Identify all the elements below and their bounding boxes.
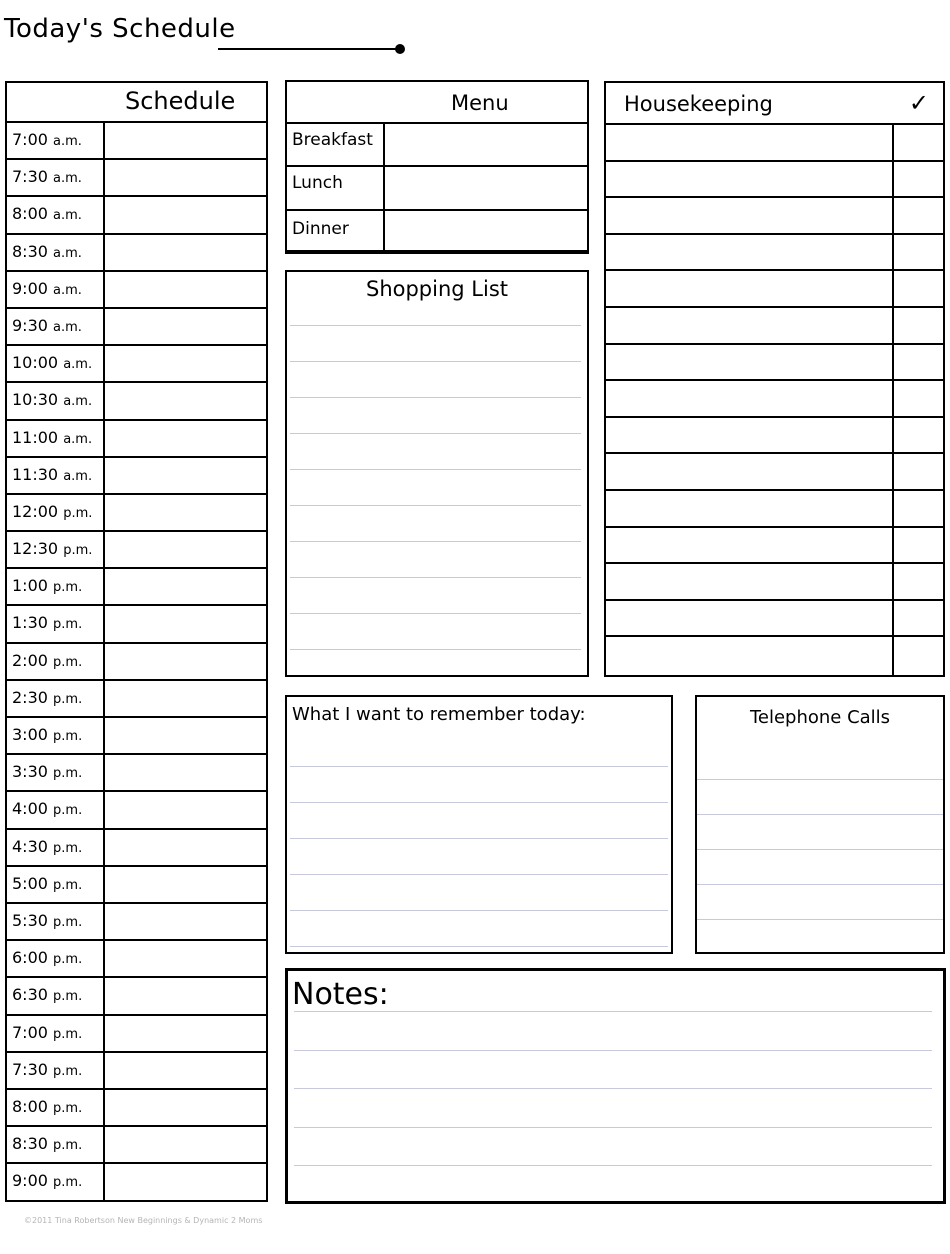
time-period: p.m. (53, 840, 83, 856)
time-value: 11:00 (12, 427, 59, 447)
schedule-time-row[interactable] (7, 755, 266, 792)
schedule-header (7, 83, 266, 123)
schedule-time-row[interactable] (7, 383, 266, 420)
schedule-time-label (12, 428, 92, 447)
time-period: p.m. (53, 766, 83, 782)
time-period: a.m. (63, 357, 93, 373)
housekeeping-header (606, 83, 943, 125)
schedule-column-divider (103, 123, 105, 1200)
schedule-time-row[interactable] (7, 421, 266, 458)
shopping-list-line[interactable] (290, 325, 581, 361)
title-underline[interactable] (218, 48, 400, 50)
time-period: p.m. (53, 1063, 83, 1079)
time-value: 8:30 (12, 241, 48, 261)
telephone-call-line[interactable] (697, 919, 943, 954)
schedule-time-label (12, 613, 82, 632)
time-period: p.m. (53, 989, 83, 1005)
notes-line[interactable] (294, 1011, 932, 1050)
schedule-time-row[interactable] (7, 867, 266, 904)
menu-meal-label: Lunch (292, 173, 343, 193)
time-value: 3:30 (12, 762, 48, 782)
schedule-time-row[interactable] (7, 458, 266, 495)
shopping-list-line[interactable] (290, 577, 581, 613)
time-period: p.m. (53, 1175, 83, 1191)
time-period: p.m. (53, 580, 83, 596)
shopping-list-heading: Shopping List (365, 277, 508, 301)
schedule-time-label (12, 837, 82, 856)
shopping-list-line[interactable] (290, 469, 581, 505)
schedule-time-label (12, 316, 82, 335)
time-value: 7:30 (12, 1059, 48, 1079)
schedule-time-row[interactable] (7, 1090, 266, 1127)
schedule-time-row[interactable] (7, 272, 266, 309)
time-value: 6:00 (12, 948, 48, 968)
time-period: p.m. (53, 1026, 83, 1042)
time-value: 9:00 (12, 1171, 48, 1191)
schedule-time-row[interactable] (7, 123, 266, 160)
notes-line[interactable] (294, 1165, 932, 1204)
time-value: 5:00 (12, 873, 48, 893)
housekeeping-table (604, 81, 945, 677)
schedule-time-label (12, 279, 82, 298)
schedule-time-row[interactable] (7, 1016, 266, 1053)
menu-header (287, 82, 587, 124)
shopping-list-line[interactable] (290, 613, 581, 649)
schedule-time-label (12, 167, 82, 186)
time-value: 7:00 (12, 130, 48, 149)
shopping-list-line[interactable] (290, 541, 581, 577)
time-period: a.m. (53, 319, 82, 335)
time-value: 9:30 (12, 315, 48, 335)
time-period: a.m. (53, 134, 82, 149)
schedule-time-label (12, 985, 82, 1004)
schedule-rows (7, 123, 266, 1200)
schedule-time-row[interactable] (7, 718, 266, 755)
schedule-time-row[interactable] (7, 235, 266, 272)
schedule-time-row[interactable] (7, 978, 266, 1015)
schedule-table (5, 81, 268, 1202)
time-period: p.m. (63, 505, 93, 521)
time-period: a.m. (53, 171, 82, 187)
title-underline-dot (395, 44, 405, 54)
menu-meal-label: Dinner (292, 219, 349, 239)
shopping-list-lines (290, 325, 581, 685)
time-value: 5:30 (12, 910, 48, 930)
remember-line[interactable] (290, 766, 668, 802)
time-period: p.m. (63, 543, 93, 559)
shopping-list-line[interactable] (290, 649, 581, 685)
schedule-time-row[interactable] (7, 495, 266, 532)
schedule-time-row[interactable] (7, 160, 266, 197)
time-value: 1:00 (12, 576, 48, 596)
time-value: 2:30 (12, 687, 48, 707)
schedule-time-row[interactable] (7, 1127, 266, 1164)
schedule-time-label (12, 465, 92, 484)
time-period: p.m. (53, 952, 83, 968)
schedule-time-label (12, 651, 82, 670)
shopping-list-box (285, 270, 589, 677)
schedule-time-row[interactable] (7, 830, 266, 867)
schedule-time-label (12, 204, 82, 223)
menu-table (285, 80, 589, 254)
schedule-time-row[interactable] (7, 792, 266, 829)
menu-heading: Menu (451, 91, 509, 115)
menu-meal-label: Breakfast (292, 130, 373, 150)
time-period: p.m. (53, 1100, 83, 1116)
schedule-time-label (12, 948, 82, 967)
schedule-time-label (12, 874, 82, 893)
copyright-footer: ©2011 Tina Robertson New Beginnings & Dynamic 2 Moms (24, 1216, 263, 1225)
telephone-call-line[interactable] (697, 814, 943, 849)
time-value: 10:00 (12, 353, 59, 373)
schedule-time-label (12, 353, 92, 372)
time-value: 12:00 (12, 501, 59, 521)
time-period: p.m. (53, 654, 83, 670)
schedule-time-row[interactable] (7, 1164, 266, 1201)
remember-line[interactable] (290, 874, 668, 910)
check-mark-icon: ✓ (908, 89, 929, 117)
housekeeping-heading: Housekeeping (624, 92, 773, 116)
time-value: 8:00 (12, 1096, 48, 1116)
time-value: 11:30 (12, 464, 59, 484)
schedule-time-label (12, 242, 82, 261)
menu-row-breakfast[interactable] (287, 124, 587, 167)
schedule-time-row[interactable] (7, 569, 266, 606)
shopping-list-line[interactable] (290, 397, 581, 433)
time-period: a.m. (53, 208, 82, 224)
remember-heading: What I want to remember today: (292, 704, 586, 725)
time-value: 4:30 (12, 836, 48, 856)
time-period: p.m. (53, 1138, 83, 1154)
time-period: p.m. (53, 877, 83, 893)
remember-box (285, 695, 673, 954)
notes-line[interactable] (294, 1050, 932, 1089)
notes-line[interactable] (294, 1127, 932, 1166)
schedule-time-label (12, 390, 92, 409)
time-period: a.m. (63, 394, 93, 410)
telephone-calls-heading: Telephone Calls (749, 707, 891, 728)
time-value: 10:30 (12, 390, 59, 410)
time-period: p.m. (53, 691, 83, 707)
remember-lines (290, 766, 668, 982)
schedule-time-row[interactable] (7, 532, 266, 569)
shopping-list-line[interactable] (290, 505, 581, 541)
telephone-call-line[interactable] (697, 884, 943, 919)
time-value: 4:00 (12, 799, 48, 819)
telephone-calls-lines (697, 779, 943, 954)
time-value: 3:00 (12, 725, 48, 744)
remember-line[interactable] (290, 838, 668, 874)
schedule-time-label (12, 911, 82, 930)
housekeeping-column-divider (892, 125, 894, 675)
notes-line[interactable] (294, 1088, 932, 1127)
schedule-time-label (12, 799, 82, 818)
schedule-time-row[interactable] (7, 309, 266, 346)
schedule-time-label (12, 130, 82, 149)
notes-lines (294, 1011, 932, 1204)
schedule-time-row[interactable] (7, 644, 266, 681)
schedule-time-label (12, 1023, 82, 1042)
telephone-call-line[interactable] (697, 849, 943, 884)
time-period: a.m. (63, 468, 93, 484)
schedule-time-label (12, 1134, 82, 1153)
schedule-time-label (12, 1097, 82, 1116)
time-value: 2:00 (12, 650, 48, 670)
time-value: 6:30 (12, 985, 48, 1005)
time-period: p.m. (53, 914, 83, 930)
time-value: 7:30 (12, 167, 48, 187)
schedule-time-row[interactable] (7, 941, 266, 978)
telephone-calls-box (695, 695, 945, 954)
remember-line[interactable] (290, 802, 668, 838)
time-period: a.m. (53, 245, 82, 261)
time-period: p.m. (53, 617, 83, 633)
schedule-heading: Schedule (125, 87, 236, 115)
schedule-time-label (12, 539, 92, 558)
time-value: 8:30 (12, 1134, 48, 1154)
remember-line[interactable] (290, 910, 668, 946)
schedule-time-row[interactable] (7, 606, 266, 643)
schedule-time-row[interactable] (7, 1053, 266, 1090)
time-period: p.m. (53, 803, 83, 819)
time-value: 8:00 (12, 204, 48, 224)
shopping-list-line[interactable] (290, 361, 581, 397)
time-value: 12:30 (12, 539, 59, 559)
schedule-time-row[interactable] (7, 197, 266, 234)
time-value: 7:00 (12, 1022, 48, 1042)
schedule-time-label (12, 725, 82, 744)
time-value: 9:00 (12, 278, 48, 298)
telephone-call-line[interactable] (697, 779, 943, 814)
page-title: Today's Schedule (4, 14, 236, 44)
schedule-time-label (12, 688, 82, 707)
menu-column-divider (383, 124, 385, 252)
schedule-time-label (12, 502, 92, 521)
menu-row-dinner[interactable] (287, 211, 587, 252)
notes-heading: Notes: (292, 977, 389, 1012)
schedule-time-label (12, 762, 82, 781)
notes-box (285, 968, 946, 1204)
schedule-time-row[interactable] (7, 904, 266, 941)
schedule-time-row[interactable] (7, 681, 266, 718)
schedule-time-label (12, 576, 82, 595)
schedule-time-row[interactable] (7, 346, 266, 383)
time-value: 1:30 (12, 613, 48, 633)
schedule-time-label (12, 1171, 82, 1190)
shopping-list-line[interactable] (290, 433, 581, 469)
time-period: p.m. (53, 729, 83, 744)
time-period: a.m. (63, 431, 93, 447)
schedule-time-label (12, 1060, 82, 1079)
time-period: a.m. (53, 282, 82, 298)
menu-row-lunch[interactable] (287, 167, 587, 211)
